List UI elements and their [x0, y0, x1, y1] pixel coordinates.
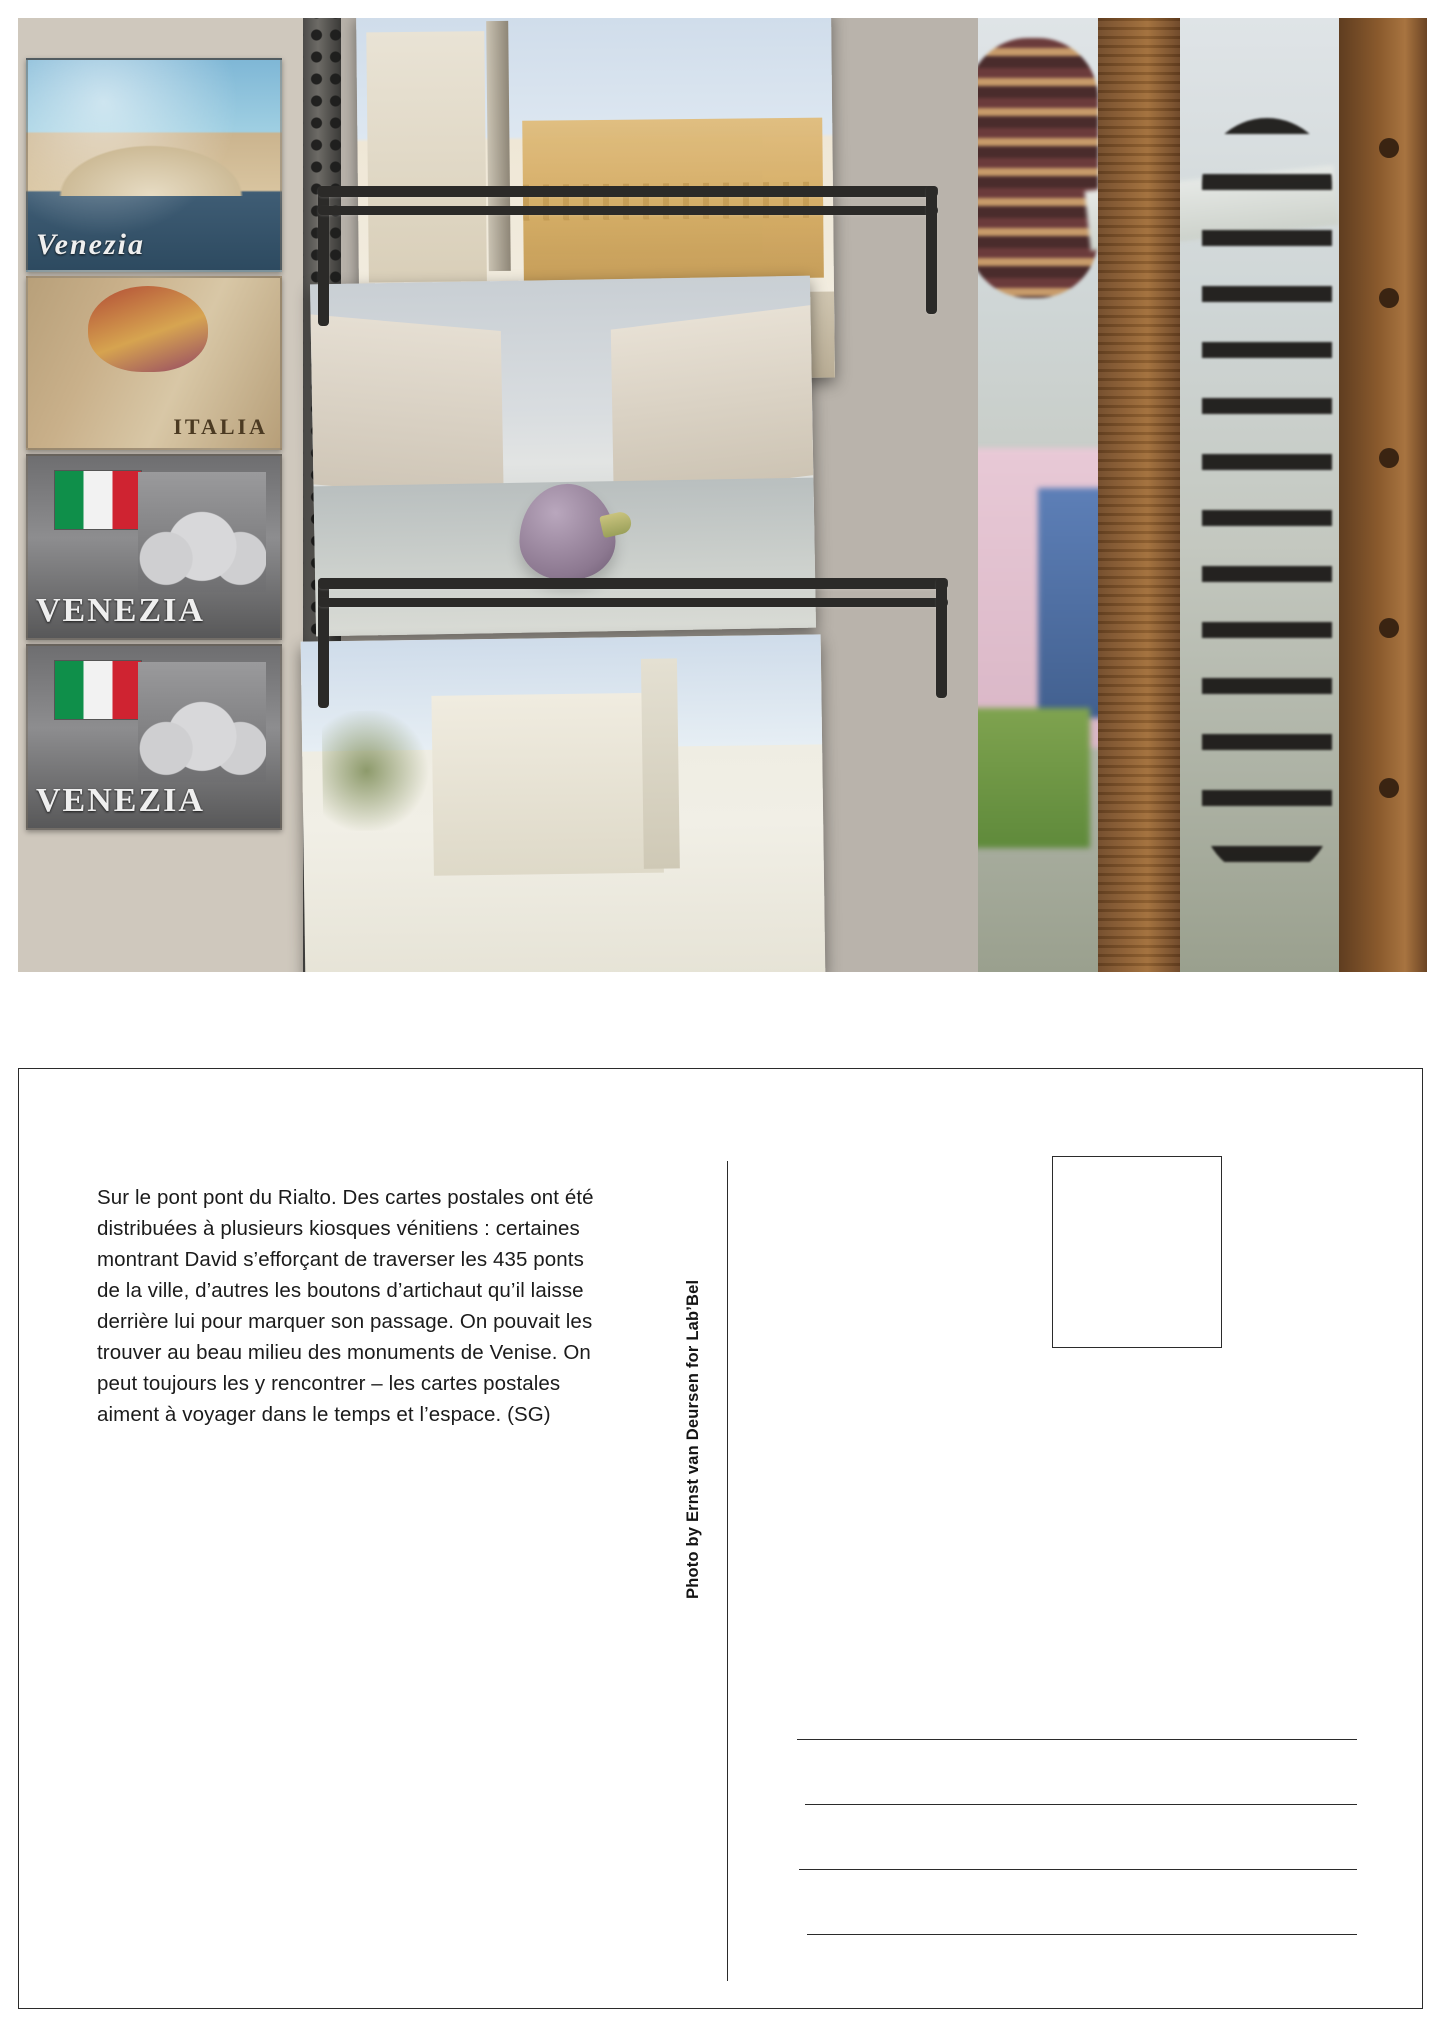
postcard-back: [18, 1068, 1423, 2009]
magnet-label: VENEZIA: [36, 782, 205, 819]
postcard-message-text: Sur le pont pont du Rialto. Des cartes postales ont été distribuées à plusieurs kiosques vénitiens : certaines montrant David s’efforçant de traverser les 435 ponts de la ville, d’autres les boutons d’artichaut qu’il laisse derrière lui pour marquer son passage. On pouvait les trouver au beau milieu des monuments de Venise. On peut toujours les y rencontrer – les cartes postales aiment à voyager dans le temps et l’espace. (SG): [97, 1185, 594, 1426]
rack-wire: [318, 206, 938, 215]
leather-belts: [1202, 118, 1332, 878]
postcard-vertical-divider: [727, 1161, 728, 1981]
basilica-icon: [138, 662, 266, 782]
address-line: [799, 1869, 1357, 1870]
magnet-italia-collage: [26, 276, 282, 450]
post-hole: [1379, 618, 1399, 638]
church-shape: [431, 693, 663, 876]
canal-right-buildings: [611, 305, 814, 499]
address-line: [805, 1804, 1357, 1805]
magnet-venezia-relief-1: [26, 454, 282, 640]
campanile-shape: [641, 658, 680, 868]
rack-wire: [926, 186, 937, 314]
post-hole: [1379, 288, 1399, 308]
rack-wire: [318, 578, 948, 589]
address-line: [807, 1934, 1357, 1935]
bracelets-bundle: [978, 38, 1098, 298]
column-shape: [486, 21, 511, 271]
palace-shape: [522, 118, 824, 281]
canal-left-buildings: [310, 314, 503, 501]
building-shape: [366, 31, 487, 282]
magnet-label: VENEZIA: [36, 592, 205, 629]
rack-wire: [936, 578, 947, 698]
trees-shape: [322, 710, 434, 832]
basilica-icon: [138, 472, 266, 592]
rack-wire: [318, 598, 948, 607]
souvenir-magnet-panel: [18, 18, 303, 972]
address-line: [797, 1739, 1357, 1740]
textile-green: [978, 708, 1090, 848]
photo-credit-text: Photo by Ernst van Deursen for Lab’Bel: [684, 1279, 702, 1599]
wooden-post-left: [1098, 18, 1180, 972]
magnet-label: ITALIA: [173, 414, 268, 439]
wooden-post-right: [1339, 18, 1427, 972]
stamp-box: [1052, 1156, 1222, 1348]
postcard-church-campanile: [301, 634, 826, 972]
address-lines: [797, 1739, 1357, 1935]
post-hole: [1379, 138, 1399, 158]
postcard-rack-photo: [18, 18, 1427, 972]
post-hole: [1379, 778, 1399, 798]
magnet-rialto: [26, 58, 282, 272]
market-stall-background: [978, 18, 1427, 972]
post-hole: [1379, 448, 1399, 468]
rack-wire: [318, 186, 938, 197]
magnet-label: Venezia: [36, 228, 146, 261]
magnet-venezia-relief-2: [26, 644, 282, 830]
italian-flag-icon: [54, 470, 142, 530]
italian-flag-icon: [54, 660, 142, 720]
